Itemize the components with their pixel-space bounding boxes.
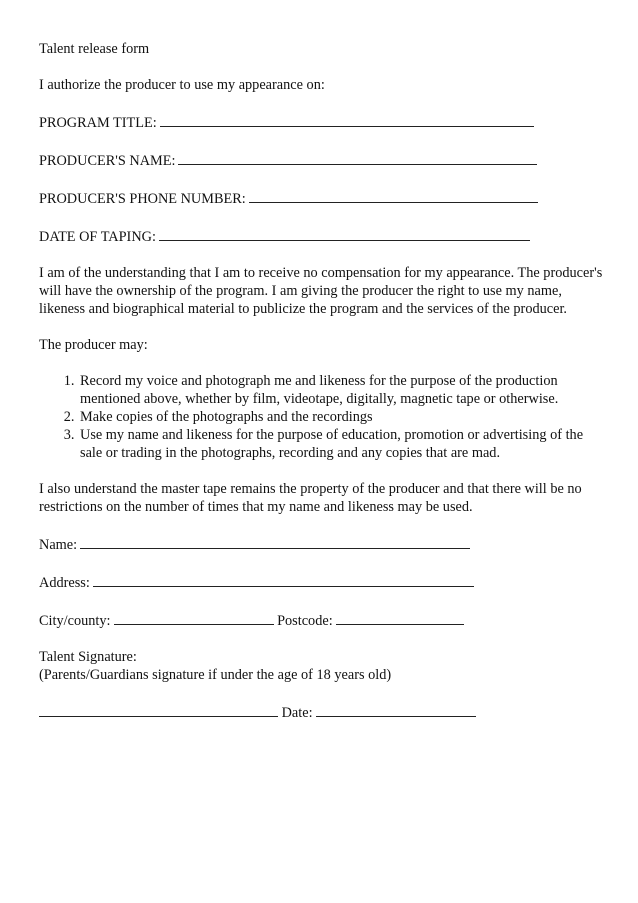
producer-name-row [39,150,605,170]
address-label: Address: [39,575,90,591]
permission-item: 2. Make copies of the photographs and the recordings [78,408,605,426]
name-row [39,534,605,554]
producer-phone-field[interactable] [249,188,538,203]
postcode-label: Postcode: [277,613,333,629]
city-field[interactable] [114,610,274,625]
signature-field[interactable] [39,702,278,717]
program-title-row [39,112,605,132]
form-intro: I authorize the producer to use my appearance on: [39,77,325,93]
producer-phone-row [39,188,605,208]
city-postcode-row [39,610,605,630]
guardian-note: (Parents/Guardians signature if under the age of 18 years old) [39,667,392,683]
address-row [39,572,605,592]
understanding-paragraph: I am of the understanding that I am to receive no compensation for my appearance. The producer's will have the ownership of the program. I am giving the producer the right to use my name, likeness and biographical material to publicize the program and the services of the producer. [39,265,603,317]
date-of-taping-row [39,226,605,246]
producer-name-field[interactable] [178,150,537,165]
signature-date-row [39,702,605,722]
date-label: Date: [281,705,313,721]
name-field[interactable] [80,534,470,549]
signature-label: Talent Signature: [39,649,137,665]
date-of-taping-field[interactable] [159,226,530,241]
producer-name-label: PRODUCER'S NAME: [39,153,176,169]
date-field[interactable] [316,702,476,717]
producer-may-heading: The producer may: [39,337,148,353]
producer-phone-label: PRODUCER'S PHONE NUMBER: [39,191,246,207]
address-field[interactable] [93,572,474,587]
city-label: City/county: [39,613,111,629]
form-title: Talent release form [39,41,150,57]
talent-release-form [39,40,605,722]
permission-item: 3. Use my name and likeness for the purpose of education, promotion or advertising of the sale or trading in the photographs, recording and any copies that are mad. [78,426,605,462]
program-title-label: PROGRAM TITLE: [39,115,157,131]
name-label: Name: [39,537,78,553]
permissions-list [39,372,605,462]
date-of-taping-label: DATE OF TAPING: [39,229,156,245]
master-tape-paragraph: I also understand the master tape remains the property of the producer and that there will be no restrictions on the number of times that my name and likeness may be used. [39,481,582,515]
postcode-field[interactable] [336,610,464,625]
program-title-field[interactable] [160,112,534,127]
permission-item: 1. Record my voice and photograph me and likeness for the purpose of the production mentioned above, whether by film, videotape, digitally, magnetic tape or otherwise. [78,372,605,408]
